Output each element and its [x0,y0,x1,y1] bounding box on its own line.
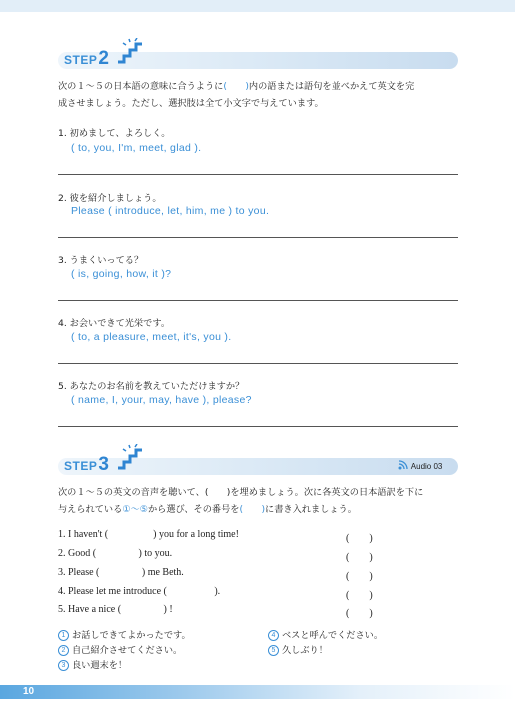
stairs-icon [116,444,146,470]
step2-q1-jp: 1. 初めまして、よろしく。 [58,128,171,139]
audio-icon [398,460,409,470]
step2-q5-en: ( name, I, your, may, have ), please? [71,394,252,406]
step3-number: 3 [98,454,110,475]
circled-number-2: 2 [58,645,69,656]
answer-box-4[interactable]: ( ) [346,590,373,601]
step2-q4-en: ( to, a pleasure, meet, it's, you ). [71,331,232,343]
circled-number-1: 1 [58,630,69,641]
step3-sentence-4: 4. Please let me introduce ( ). [58,586,221,597]
step3-label: STEP [64,459,98,473]
choice-2: 2 自己紹介させてください。 [58,642,182,656]
answer-box-3[interactable]: ( ) [346,571,373,582]
step2-paren: ( ) [223,81,249,92]
choice-5: 5 久しぶり！ [268,642,328,656]
step2-number: 2 [98,48,110,69]
step2-q3-en: ( is, going, how, it )? [71,268,172,280]
answer-line-3[interactable] [58,300,458,301]
step2-q4-jp: 4. お会いできて光栄です。 [58,318,171,329]
step2-q1-en: ( to, you, I'm, meet, glad ). [71,142,202,154]
page-number: 10 [23,686,35,697]
answer-box-1[interactable]: ( ) [346,533,373,544]
step3-sentence-5: 5. Have a nice ( ) ! [58,604,173,615]
step2-label: STEP [64,53,98,67]
page-footer-bar [0,685,515,699]
circled-number-3: 3 [58,660,69,671]
step3-sentence-2: 2. Good ( ) to you. [58,548,173,559]
audio-track-badge[interactable] [398,460,458,473]
choice-1: 1 お話しできてよかったです。 [58,627,191,641]
answer-line-4[interactable] [58,363,458,364]
answer-line-1[interactable] [58,174,458,175]
circled-number-4: 4 [268,630,279,641]
step2-heading [64,48,109,70]
step2-instructions: 次の１～５の日本語の意味に合うように( )内の語または語句を並べかえて英文を完 成させましょう。ただし、選択肢は全て小文字で与えています。 [58,81,415,109]
circled-number-5: 5 [268,645,279,656]
choice-3: 3 良い週末を！ [58,657,127,671]
answer-line-5[interactable] [58,426,458,427]
answer-box-5[interactable]: ( ) [346,608,373,619]
answer-line-2[interactable] [58,237,458,238]
step2-q3-jp: 3. うまくいってる？ [58,255,144,266]
step2-q5-jp: 5. あなたのお名前を教えていただけますか？ [58,381,245,392]
step2-q2-en: Please ( introduce, let, him, me ) to you. [71,205,270,217]
top-band [0,0,515,12]
step3-sentence-1: 1. I haven't ( ) you for a long time! [58,529,239,540]
step2-q2-jp: 2. 彼を紹介しましょう。 [58,193,162,204]
answer-box-2[interactable]: ( ) [346,552,373,563]
step3-instructions: 次の１～５の英文の音声を聴いて、( )を埋めましょう。次に各英文の日本語訳を下に 与えられている①～⑤から選び、その番号を( )に書き入れましょう。 [58,487,424,515]
audio-label: Audio 03 [410,462,443,471]
step3-sentence-3: 3. Please ( ) me Beth. [58,567,184,578]
step3-heading [64,454,109,476]
choice-4: 4 ベスと呼んでください。 [268,627,383,641]
stairs-icon [116,38,146,64]
